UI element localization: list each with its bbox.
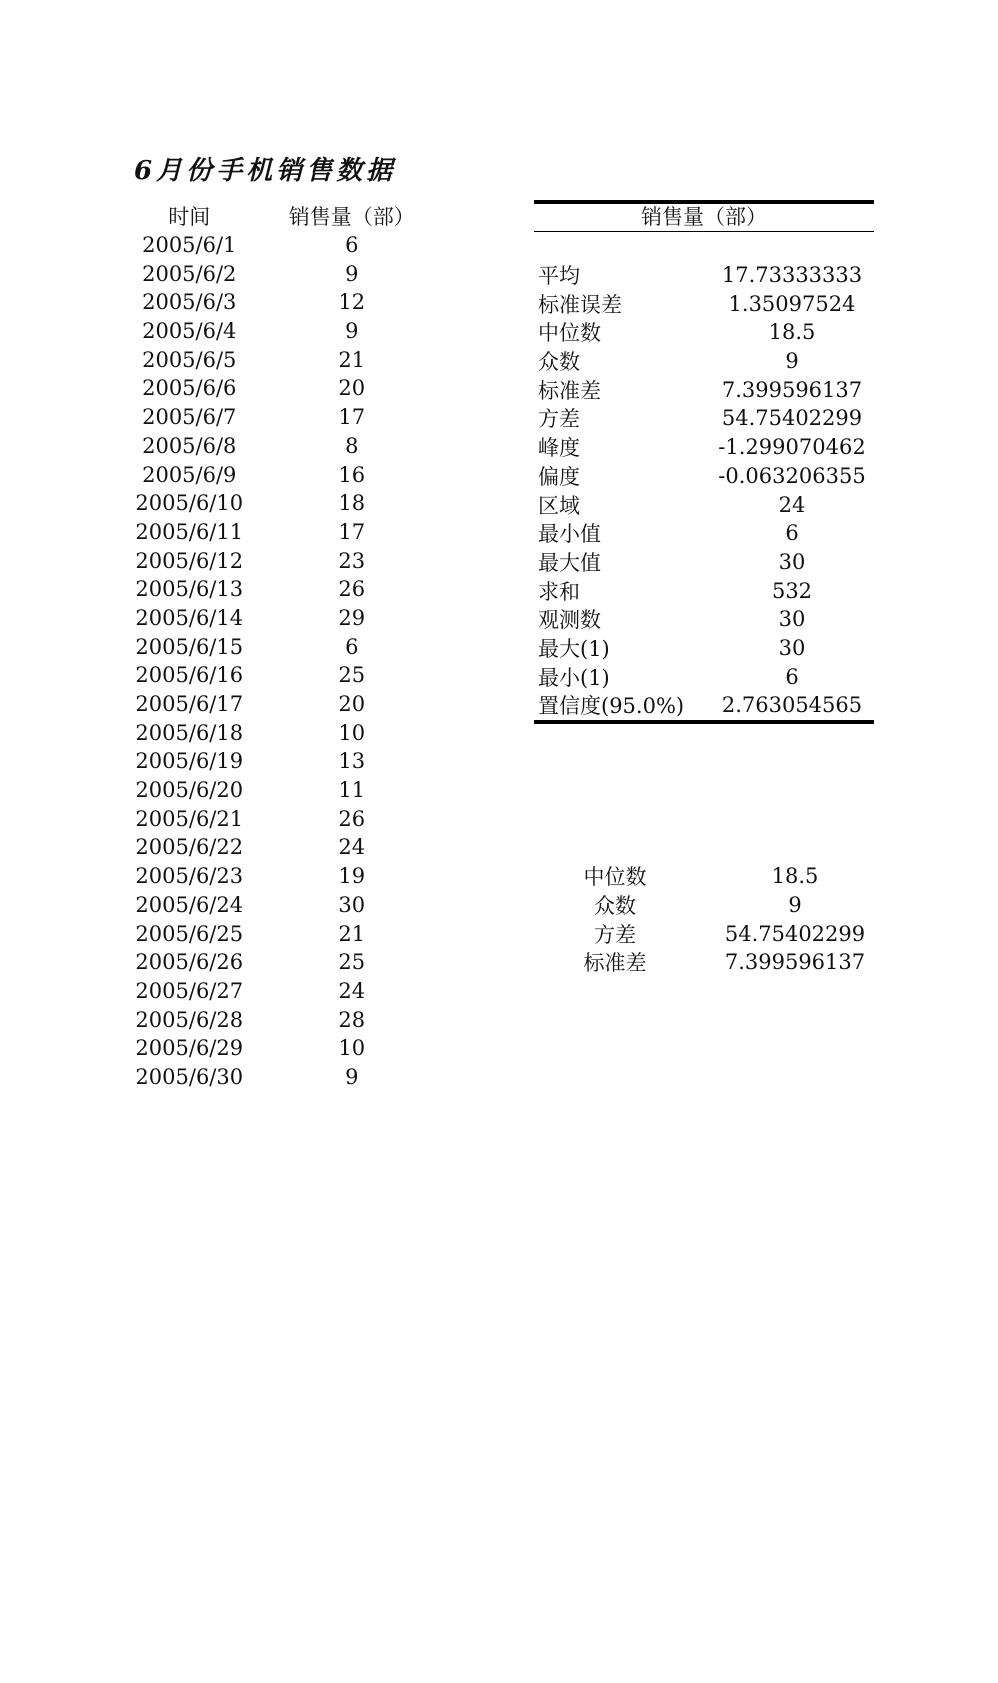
- summary-label: 标准差: [583, 951, 647, 976]
- table-row: [130, 718, 430, 747]
- row-date: 2005/6/29: [135, 1036, 244, 1061]
- table-row: [130, 575, 430, 604]
- summary-row: [560, 891, 880, 920]
- table-row: [130, 489, 430, 518]
- row-date: 2005/6/7: [142, 405, 237, 430]
- table-row: [130, 833, 430, 862]
- header-sales: 销售量（部）: [288, 205, 415, 230]
- stats-row: [534, 433, 874, 462]
- stats-label: 最大(1): [538, 636, 610, 661]
- stats-value: 24: [778, 492, 806, 517]
- stats-label: 求和: [538, 579, 580, 604]
- table-row: [130, 518, 430, 547]
- stats-label: 置信度(95.0%): [538, 694, 685, 719]
- table-row: [130, 288, 430, 317]
- stats-label: 标准误差: [538, 292, 622, 317]
- row-sales: 9: [345, 319, 359, 344]
- stats-label: 最小(1): [538, 665, 610, 690]
- table-row: [130, 919, 430, 948]
- row-sales: 28: [338, 1007, 366, 1032]
- stats-row: [534, 691, 874, 720]
- row-date: 2005/6/13: [135, 577, 244, 602]
- row-sales: 24: [338, 978, 366, 1003]
- row-date: 2005/6/9: [142, 462, 237, 487]
- table-row: [130, 632, 430, 661]
- stats-value: 6: [785, 521, 799, 546]
- table-row: [130, 317, 430, 346]
- stats-row: [534, 490, 874, 519]
- stats-value: 1.35097524: [728, 291, 856, 316]
- row-date: 2005/6/14: [135, 605, 244, 630]
- row-date: 2005/6/2: [142, 261, 237, 286]
- stats-value: 30: [778, 549, 806, 574]
- row-sales: 25: [338, 950, 366, 975]
- row-date: 2005/6/30: [135, 1064, 244, 1089]
- row-sales: 9: [345, 261, 359, 286]
- stats-label: 众数: [538, 350, 580, 375]
- sales-data-table: [130, 202, 430, 1091]
- table-row: [130, 948, 430, 977]
- row-sales: 21: [338, 921, 366, 946]
- stats-value: -1.299070462: [718, 435, 866, 460]
- row-sales: 26: [338, 806, 366, 831]
- stats-value: 30: [778, 607, 806, 632]
- summary-label: 方差: [594, 922, 636, 947]
- row-sales: 29: [338, 605, 366, 630]
- row-date: 2005/6/10: [135, 491, 244, 516]
- row-date: 2005/6/26: [135, 950, 244, 975]
- row-sales: 26: [338, 577, 366, 602]
- row-sales: 20: [338, 376, 366, 401]
- row-date: 2005/6/16: [135, 663, 244, 688]
- stats-row: [534, 347, 874, 376]
- row-date: 2005/6/19: [135, 749, 244, 774]
- stats-header: 销售量（部）: [534, 204, 874, 232]
- row-date: 2005/6/5: [142, 347, 237, 372]
- summary-row: [560, 919, 880, 948]
- table-row: [130, 891, 430, 920]
- stats-row: [534, 548, 874, 577]
- summary-value: 18.5: [771, 864, 819, 889]
- table-row: [130, 1034, 430, 1063]
- row-sales: 9: [345, 1064, 359, 1089]
- table-row: [130, 747, 430, 776]
- stats-row: [534, 662, 874, 691]
- summary-row: [560, 862, 880, 891]
- row-sales: 10: [338, 1036, 366, 1061]
- stats-row: [534, 375, 874, 404]
- stats-value: 7.399596137: [721, 377, 863, 402]
- stats-label: 最小值: [538, 522, 601, 547]
- stats-label: 标准差: [538, 378, 601, 403]
- stats-row: [534, 289, 874, 318]
- row-sales: 23: [338, 548, 366, 573]
- row-sales: 6: [345, 634, 359, 659]
- stats-blank-row: [534, 232, 874, 261]
- summary-value: 9: [788, 893, 802, 918]
- stats-label: 观测数: [538, 608, 601, 633]
- stats-value: 30: [778, 635, 806, 660]
- row-sales: 19: [338, 864, 366, 889]
- row-sales: 17: [338, 519, 366, 544]
- stats-row: [534, 576, 874, 605]
- stats-value: -0.063206355: [718, 463, 866, 488]
- stats-row: [534, 261, 874, 290]
- row-date: 2005/6/17: [135, 692, 244, 717]
- row-sales: 25: [338, 663, 366, 688]
- stats-row: [534, 519, 874, 548]
- row-sales: 12: [338, 290, 366, 315]
- row-date: 2005/6/18: [135, 720, 244, 745]
- table-row: [130, 977, 430, 1006]
- stats-row: [534, 404, 874, 433]
- stats-value: 532: [771, 578, 813, 603]
- stats-label: 平均: [538, 264, 580, 289]
- stats-value: 17.73333333: [721, 263, 863, 288]
- stats-label: 偏度: [538, 464, 580, 489]
- row-date: 2005/6/27: [135, 978, 244, 1003]
- stats-row: [534, 462, 874, 491]
- row-sales: 16: [338, 462, 366, 487]
- row-sales: 21: [338, 347, 366, 372]
- row-date: 2005/6/4: [142, 319, 237, 344]
- table-row: [130, 460, 430, 489]
- stats-value: 2.763054565: [721, 693, 863, 718]
- row-date: 2005/6/6: [142, 376, 237, 401]
- row-sales: 17: [338, 405, 366, 430]
- row-date: 2005/6/15: [135, 634, 244, 659]
- table-row: [130, 690, 430, 719]
- row-date: 2005/6/24: [135, 892, 244, 917]
- row-sales: 8: [345, 433, 359, 458]
- row-date: 2005/6/20: [135, 778, 244, 803]
- summary-row: [560, 948, 880, 977]
- row-date: 2005/6/28: [135, 1007, 244, 1032]
- table-row: [130, 345, 430, 374]
- table-row: [130, 1005, 430, 1034]
- table-row: [130, 862, 430, 891]
- row-sales: 24: [338, 835, 366, 860]
- summary-value: 7.399596137: [724, 950, 866, 975]
- row-date: 2005/6/22: [135, 835, 244, 860]
- row-sales: 20: [338, 692, 366, 717]
- table-row: [130, 546, 430, 575]
- summary-label: 中位数: [583, 865, 647, 890]
- table-row: [130, 403, 430, 432]
- row-sales: 30: [338, 892, 366, 917]
- row-sales: 18: [338, 491, 366, 516]
- table-row: [130, 432, 430, 461]
- stats-value: 6: [785, 664, 799, 689]
- row-sales: 13: [338, 749, 366, 774]
- table-row: [130, 661, 430, 690]
- stats-row: [534, 318, 874, 347]
- stats-label: 方差: [538, 407, 580, 432]
- row-date: 2005/6/1: [142, 233, 237, 258]
- row-date: 2005/6/3: [142, 290, 237, 315]
- descriptive-stats-table: [534, 200, 874, 724]
- header-date: 时间: [168, 205, 211, 230]
- table-row: [130, 776, 430, 805]
- summary-stats-table: [560, 862, 880, 977]
- row-date: 2005/6/25: [135, 921, 244, 946]
- table-row: [130, 1063, 430, 1092]
- stats-value: 9: [785, 349, 799, 374]
- row-date: 2005/6/21: [135, 806, 244, 831]
- stats-value: 18.5: [768, 320, 816, 345]
- stats-value: 54.75402299: [721, 406, 863, 431]
- row-sales: 11: [338, 778, 366, 803]
- data-table-header: [130, 202, 430, 231]
- row-date: 2005/6/23: [135, 864, 244, 889]
- stats-label: 中位数: [538, 321, 601, 346]
- summary-label: 众数: [594, 894, 636, 919]
- summary-value: 54.75402299: [724, 921, 866, 946]
- stats-label: 峰度: [538, 436, 580, 461]
- table-row: [130, 374, 430, 403]
- row-sales: 6: [345, 233, 359, 258]
- stats-row: [534, 634, 874, 663]
- page-title: 6月份手机销售数据: [134, 156, 397, 186]
- table-row: [130, 604, 430, 633]
- stats-row: [534, 605, 874, 634]
- row-date: 2005/6/8: [142, 433, 237, 458]
- row-sales: 10: [338, 720, 366, 745]
- table-row: [130, 804, 430, 833]
- row-date: 2005/6/11: [135, 519, 244, 544]
- table-row: [130, 259, 430, 288]
- row-date: 2005/6/12: [135, 548, 244, 573]
- stats-label: 最大值: [538, 550, 601, 575]
- table-row: [130, 231, 430, 260]
- stats-label: 区域: [538, 493, 580, 518]
